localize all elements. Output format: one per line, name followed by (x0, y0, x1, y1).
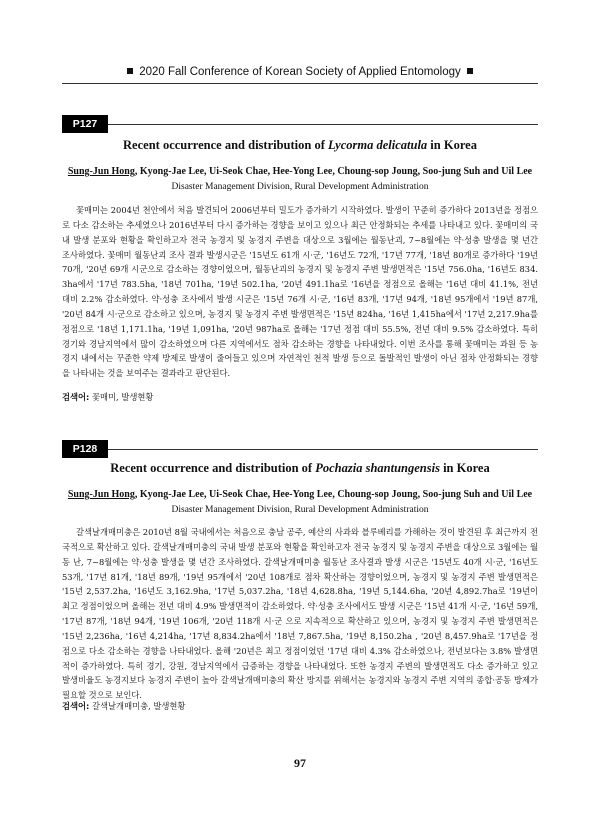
section-rule (108, 449, 538, 450)
presenter: Sung-Jun Hong (67, 166, 135, 177)
abstract-title (62, 138, 538, 153)
author-list (62, 489, 538, 500)
abstract-body: 꽃매미는 2004년 천안에서 처음 발견되어 2006년부터 밀도가 증가하기 시작하였다. 발생이 꾸준히 증가하다 2013년을 정점으로 다소 감소하는 추세였으나 2016년부터 다시 증가하는 경향을 보이고 있으나 최근 안정화되는 추세를 나타내고 있다. 꽃매미의 국내 발생 분포와 현황을 확인하고자 전국 농경지 및 농경지 주변을 대상으로 3월에는 월동난괴, 7~8월에는 약·성충 발생을 몇 년간 조사하였다. 꽃매미 월동난괴 조사 결과 발생시군은 '15년도 61개 시·군, '16년도 72개, '17년 77개, '18년 80개로 증가하다 '19년 70개, '20년 69개 시군으로 감소하는 경향이었으며, 월동난괴의 농경지 및 농경지 주변 발생면적은 '15년 756.0ha, '16년도 834.3ha에서 '17년 783.5ha, '18년 701ha, '19년 502.1ha, '20년 491.1ha로 '16년을 정점으로 올해는 '16년 대비 41.1%, 전년 대비 2.2% 감소하였다. 약·성충 조사에서 발생 시군은 '15년 76개 시·군, '16년 83개, '17년 94개, '18년 95개에서 '19년 87개, '20년 84개 시·군으로 감소하고 있으며, 농경지 및 농경지 주변 발생면적은 '15년 824ha, '16년 1,415ha에서 '17년 2,217.9ha를 정점으로 '18년 1,171.1ha, '19년 1,091ha, '20년 987ha로 올해는 '17년 정점 대비 55.5%, 전년 대비 9.5% 감소하였다. 특히 경기와 경남지역에서 많이 감소하였으며 다른 지역에서도 점차 감소하는 경향을 나타내었다. 이번 조사를 통해 꽃매미는 과원 등 농경지 내에서는 꾸준한 약제 방제로 발생이 줄어들고 있으며 자연적인 천적 발생 등으로 돌발적인 발생이 아닌 점차 안정화되는 경향을 나타내는 것을 보여주는 결과라고 판단된다. (62, 205, 539, 379)
title-text: in Korea (439, 461, 490, 475)
keywords-label: 검색어: (62, 701, 90, 711)
header-rule (62, 83, 538, 84)
section-rule (108, 124, 538, 125)
abstract-id-badge: P128 (62, 440, 108, 458)
title-text: Recent occurrence and distribution of (110, 461, 316, 475)
presenter: Sung-Jun Hong (67, 489, 135, 500)
abstract-title (62, 461, 538, 476)
title-text: in Korea (427, 138, 477, 152)
author-list (62, 166, 538, 177)
abstract-id-badge: P127 (62, 115, 108, 133)
coauthors: , Kyong-Jae Lee, Ui-Seok Chae, Hee-Yong Lee, Choung-sop Joung, Soo-jung Suh and Uil Lee (134, 166, 533, 177)
keywords-text: 꽃매미, 발생현황 (89, 392, 154, 402)
square-bullet-icon (127, 68, 133, 74)
title-text: Recent occurrence and distribution of (123, 138, 328, 152)
affiliation: Disaster Management Division, Rural Development Administration (171, 182, 429, 192)
conference-title: 2020 Fall Conference of Korean Society of Applied Entomology (139, 66, 461, 78)
affiliation: Disaster Management Division, Rural Development Administration (171, 505, 429, 515)
species-name: Pochazia shantungensis (315, 461, 440, 475)
conference-header (0, 66, 600, 78)
species-name: Lycorma delicatula (328, 138, 428, 152)
keywords-text: 갈색날개매미충, 발생현황 (89, 701, 186, 711)
keywords (62, 391, 538, 403)
abstract-body: 갈색날개매미충은 2010년 8월 국내에서는 처음으로 충남 공주, 예산의 사과와 블루베리를 가해하는 것이 발견된 후 최근까지 전국적으로 확산하고 있다. 갈색날개매미충의 국내 발생 분포와 현황을 확인하고자 전국 농경지 및 농경지 주변을 대상으로 3월에는 월동 난, 7~8월에는 약·성충 발생을 몇 년간 조사하였다. 갈색날개매미충 월동난 조사결과 발생 시군은 '15년도 40개 시·군, '16년도 53개, '17년 81개, '18년 89개, '19년 95개에서 '20년 108개로 점차 확산하는 경향이었으며, 농경지 및 농경지 주변 발생면적은 '15년 2,537.2ha, '16년도 3,162.9ha, '17년 5,037.2ha, '18년 4,628.8ha, '19년 5,144.6ha, '20년 4,892.7ha로 '19년이 최고 정점이었으며 올해는 전년 대비 4.9% 발생면적이 감소하였다. 약·성충 조사에서도 발생 시군은 '15년 41개 시·군, '16년 59개, '17년 87개, '18년 94개, '19년 106개, '20년 118개 시·군 으로 지속적으로 확산하고 있으며, 농경지 및 농경지 주변 발생면적은 '15년 2,236ha, '16년 4,214ha, '17년 8,834.2ha에서 '18년 7,867.5ha, '19년 8,150.2ha , '20년 8,457.9ha로 '17년을 정점으로 다소 감소하는 경향을 나타내었다. 올해 '20년은 최고 정점이었던 '17년 대비 4.3% 감소하였으나, 전년보다는 3.8% 발생면적이 증가하였다. 특히 경기, 강원, 경남지역에서 급증하는 경향을 나타내었다. 또한 농경지 주변의 발생면적도 다소 증가하고 있고 발생비율도 농경지보다 농경지 주변이 높아 갈색날개매미충의 확산 방지를 위해서는 농경지와 농경지 주변 지역의 종합·공동 방제가 필요할 것으로 보인다. (62, 527, 538, 701)
square-bullet-icon (467, 68, 473, 74)
keywords-label: 검색어: (62, 392, 90, 402)
page-number: 97 (294, 756, 306, 770)
coauthors: , Kyong-Jae Lee, Ui-Seok Chae, Hee-Yong Lee, Choung-sop Joung, Soo-jung Suh and Uil Lee (134, 489, 533, 500)
keywords (62, 700, 538, 712)
